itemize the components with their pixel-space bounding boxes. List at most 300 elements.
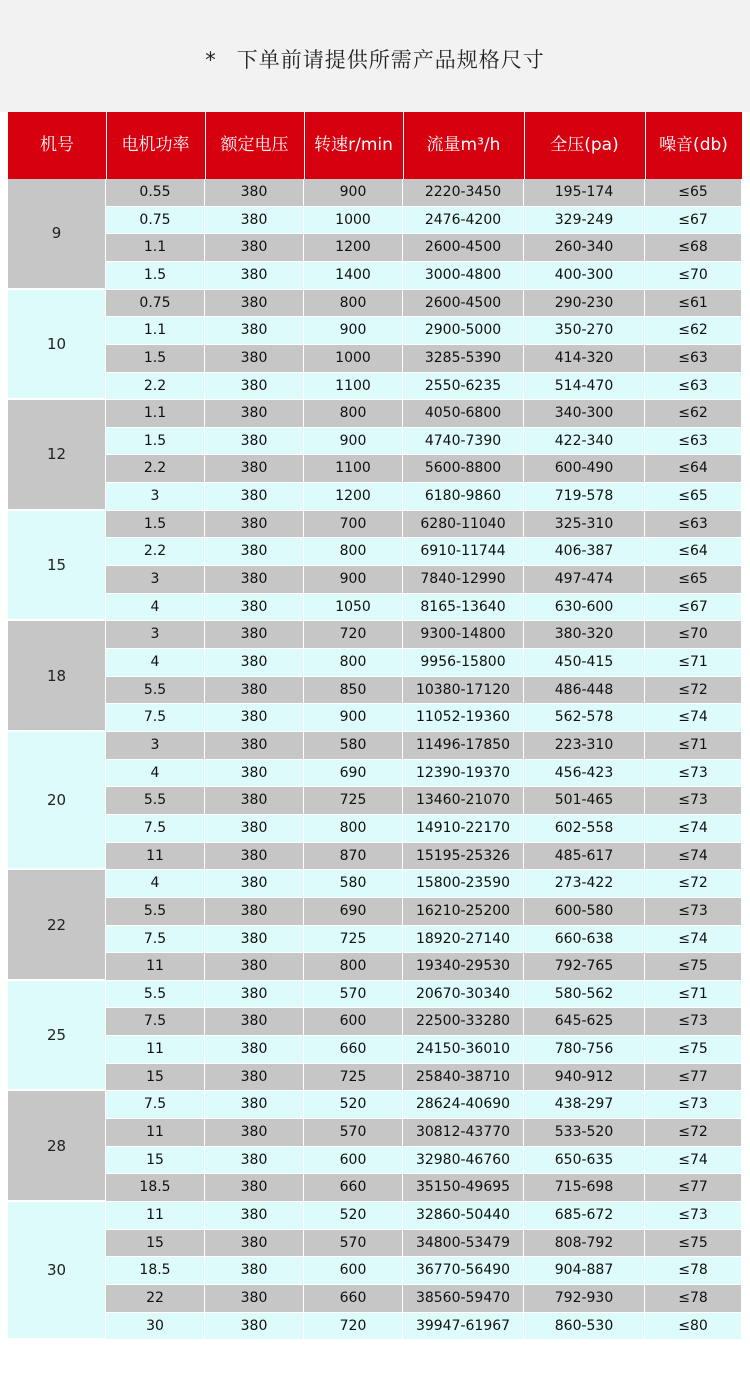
cell-noise: ≤61	[645, 290, 742, 318]
cell-noise: ≤77	[645, 1064, 742, 1092]
cell-noise: ≤74	[645, 704, 742, 732]
cell-rated-voltage: 380	[205, 677, 304, 705]
cell-total-pressure: 685-672	[524, 1202, 645, 1230]
cell-speed: 690	[304, 898, 403, 926]
cell-motor-power: 7.5	[106, 1008, 205, 1036]
table-row	[106, 870, 742, 898]
cell-flow: 28624-40690	[403, 1091, 524, 1119]
cell-total-pressure: 792-930	[524, 1285, 645, 1313]
cell-speed: 580	[304, 870, 403, 898]
cell-flow: 24150-36010	[403, 1036, 524, 1064]
table-header	[8, 112, 742, 179]
table-row	[106, 345, 742, 373]
table-row	[106, 732, 742, 760]
cell-total-pressure: 486-448	[524, 677, 645, 705]
machine-no-cell: 10	[8, 290, 106, 400]
cell-flow: 11052-19360	[403, 704, 524, 732]
table-row	[106, 1257, 742, 1285]
cell-total-pressure: 485-617	[524, 843, 645, 871]
cell-total-pressure: 450-415	[524, 649, 645, 677]
cell-noise: ≤74	[645, 843, 742, 871]
cell-total-pressure: 456-423	[524, 760, 645, 788]
cell-total-pressure: 422-340	[524, 428, 645, 456]
cell-flow: 20670-30340	[403, 981, 524, 1009]
cell-flow: 5600-8800	[403, 455, 524, 483]
table-row	[106, 760, 742, 788]
cell-motor-power: 7.5	[106, 926, 205, 954]
cell-rated-voltage: 380	[205, 787, 304, 815]
cell-noise: ≤70	[645, 621, 742, 649]
cell-speed: 800	[304, 290, 403, 318]
cell-motor-power: 1.5	[106, 428, 205, 456]
machine-no-cell: 30	[8, 1202, 106, 1339]
cell-speed: 1000	[304, 207, 403, 235]
cell-total-pressure: 273-422	[524, 870, 645, 898]
table-row	[106, 317, 742, 345]
table-row	[106, 290, 742, 318]
cell-total-pressure: 602-558	[524, 815, 645, 843]
cell-speed: 900	[304, 566, 403, 594]
cell-motor-power: 15	[106, 1147, 205, 1175]
cell-speed: 570	[304, 1230, 403, 1258]
cell-total-pressure: 400-300	[524, 262, 645, 290]
cell-speed: 660	[304, 1036, 403, 1064]
cell-noise: ≤71	[645, 732, 742, 760]
model-group	[8, 981, 742, 1092]
cell-speed: 1000	[304, 345, 403, 373]
cell-rated-voltage: 380	[205, 234, 304, 262]
cell-noise: ≤63	[645, 428, 742, 456]
cell-noise: ≤64	[645, 455, 742, 483]
cell-flow: 32980-46760	[403, 1147, 524, 1175]
cell-speed: 690	[304, 760, 403, 788]
model-group	[8, 1202, 742, 1340]
cell-speed: 725	[304, 787, 403, 815]
cell-noise: ≤67	[645, 594, 742, 622]
cell-noise: ≤70	[645, 262, 742, 290]
table-row	[106, 649, 742, 677]
cell-speed: 700	[304, 511, 403, 539]
cell-motor-power: 18.5	[106, 1257, 205, 1285]
cell-rated-voltage: 380	[205, 455, 304, 483]
cell-rated-voltage: 380	[205, 428, 304, 456]
cell-motor-power: 3	[106, 483, 205, 511]
cell-speed: 800	[304, 815, 403, 843]
cell-rated-voltage: 380	[205, 1036, 304, 1064]
cell-flow: 34800-53479	[403, 1230, 524, 1258]
cell-flow: 8165-13640	[403, 594, 524, 622]
cell-noise: ≤73	[645, 1008, 742, 1036]
cell-total-pressure: 600-580	[524, 898, 645, 926]
cell-total-pressure: 940-912	[524, 1064, 645, 1092]
cell-flow: 9300-14800	[403, 621, 524, 649]
cell-total-pressure: 645-625	[524, 1008, 645, 1036]
machine-no-cell: 18	[8, 621, 106, 731]
cell-noise: ≤73	[645, 898, 742, 926]
cell-rated-voltage: 380	[205, 262, 304, 290]
machine-no-cell: 25	[8, 981, 106, 1091]
cell-speed: 900	[304, 179, 403, 207]
cell-rated-voltage: 380	[205, 760, 304, 788]
cell-speed: 800	[304, 649, 403, 677]
cell-total-pressure: 414-320	[524, 345, 645, 373]
cell-noise: ≤68	[645, 234, 742, 262]
cell-flow: 25840-38710	[403, 1064, 524, 1092]
cell-flow: 38560-59470	[403, 1285, 524, 1313]
cell-flow: 19340-29530	[403, 953, 524, 981]
cell-flow: 4740-7390	[403, 428, 524, 456]
cell-motor-power: 7.5	[106, 1091, 205, 1119]
cell-motor-power: 22	[106, 1285, 205, 1313]
cell-motor-power: 5.5	[106, 898, 205, 926]
cell-noise: ≤65	[645, 566, 742, 594]
machine-no-cell: 15	[8, 511, 106, 621]
cell-rated-voltage: 380	[205, 1230, 304, 1258]
cell-rated-voltage: 380	[205, 345, 304, 373]
cell-total-pressure: 860-530	[524, 1313, 645, 1341]
cell-motor-power: 2.2	[106, 538, 205, 566]
header-motor-power: 电机功率	[106, 112, 206, 179]
cell-rated-voltage: 380	[205, 511, 304, 539]
table-row	[106, 566, 742, 594]
cell-motor-power: 11	[106, 1036, 205, 1064]
table-row	[106, 400, 742, 428]
cell-total-pressure: 406-387	[524, 538, 645, 566]
cell-flow: 14910-22170	[403, 815, 524, 843]
cell-flow: 2600-4500	[403, 234, 524, 262]
machine-no-cell: 12	[8, 400, 106, 510]
cell-noise: ≤73	[645, 1202, 742, 1230]
cell-motor-power: 5.5	[106, 787, 205, 815]
cell-flow: 15195-25326	[403, 843, 524, 871]
cell-rated-voltage: 380	[205, 815, 304, 843]
cell-motor-power: 11	[106, 1119, 205, 1147]
cell-flow: 10380-17120	[403, 677, 524, 705]
cell-noise: ≤72	[645, 1119, 742, 1147]
cell-speed: 1100	[304, 455, 403, 483]
cell-motor-power: 1.1	[106, 317, 205, 345]
cell-noise: ≤75	[645, 953, 742, 981]
cell-total-pressure: 438-297	[524, 1091, 645, 1119]
cell-speed: 600	[304, 1257, 403, 1285]
cell-flow: 13460-21070	[403, 787, 524, 815]
cell-rated-voltage: 380	[205, 870, 304, 898]
cell-total-pressure: 562-578	[524, 704, 645, 732]
cell-motor-power: 11	[106, 953, 205, 981]
table-row	[106, 787, 742, 815]
cell-noise: ≤73	[645, 760, 742, 788]
cell-motor-power: 3	[106, 621, 205, 649]
cell-motor-power: 4	[106, 594, 205, 622]
cell-noise: ≤62	[645, 317, 742, 345]
cell-flow: 15800-23590	[403, 870, 524, 898]
cell-motor-power: 1.5	[106, 262, 205, 290]
table-row	[106, 1313, 742, 1341]
cell-noise: ≤71	[645, 981, 742, 1009]
cell-motor-power: 1.1	[106, 400, 205, 428]
cell-flow: 2476-4200	[403, 207, 524, 235]
table-row	[106, 1064, 742, 1092]
model-group	[8, 732, 742, 870]
table-row	[106, 207, 742, 235]
table-row	[106, 704, 742, 732]
cell-rated-voltage: 380	[205, 649, 304, 677]
cell-speed: 660	[304, 1174, 403, 1202]
table-row	[106, 511, 742, 539]
cell-rated-voltage: 380	[205, 1285, 304, 1313]
cell-rated-voltage: 380	[205, 1257, 304, 1285]
cell-motor-power: 7.5	[106, 815, 205, 843]
header-rated-voltage: 额定电压	[205, 112, 305, 179]
cell-speed: 520	[304, 1091, 403, 1119]
table-row	[106, 594, 742, 622]
model-group	[8, 511, 742, 622]
header-total-pressure: 全压(pa)	[524, 112, 646, 179]
page-title	[0, 40, 750, 80]
cell-speed: 570	[304, 981, 403, 1009]
table-row	[106, 1119, 742, 1147]
cell-total-pressure: 600-490	[524, 455, 645, 483]
cell-rated-voltage: 380	[205, 1119, 304, 1147]
cell-total-pressure: 533-520	[524, 1119, 645, 1147]
cell-total-pressure: 340-300	[524, 400, 645, 428]
cell-speed: 520	[304, 1202, 403, 1230]
cell-rated-voltage: 380	[205, 898, 304, 926]
cell-flow: 12390-19370	[403, 760, 524, 788]
cell-total-pressure: 325-310	[524, 511, 645, 539]
cell-total-pressure: 660-638	[524, 926, 645, 954]
model-group	[8, 621, 742, 732]
cell-total-pressure: 260-340	[524, 234, 645, 262]
cell-noise: ≤74	[645, 1147, 742, 1175]
machine-no-cell: 22	[8, 870, 106, 980]
cell-total-pressure: 719-578	[524, 483, 645, 511]
spec-table	[8, 112, 742, 1334]
cell-total-pressure: 580-562	[524, 981, 645, 1009]
cell-noise: ≤63	[645, 345, 742, 373]
cell-total-pressure: 715-698	[524, 1174, 645, 1202]
cell-rated-voltage: 380	[205, 926, 304, 954]
table-row	[106, 898, 742, 926]
table-row	[106, 1285, 742, 1313]
cell-speed: 660	[304, 1285, 403, 1313]
cell-total-pressure: 195-174	[524, 179, 645, 207]
cell-speed: 850	[304, 677, 403, 705]
table-row	[106, 926, 742, 954]
cell-rated-voltage: 380	[205, 1174, 304, 1202]
cell-speed: 600	[304, 1147, 403, 1175]
cell-rated-voltage: 380	[205, 538, 304, 566]
table-row	[106, 1174, 742, 1202]
cell-flow: 3000-4800	[403, 262, 524, 290]
cell-speed: 570	[304, 1119, 403, 1147]
table-row	[106, 234, 742, 262]
cell-speed: 1200	[304, 483, 403, 511]
cell-motor-power: 4	[106, 870, 205, 898]
cell-motor-power: 5.5	[106, 677, 205, 705]
table-row	[106, 1091, 742, 1119]
cell-rated-voltage: 380	[205, 290, 304, 318]
cell-total-pressure: 514-470	[524, 373, 645, 401]
cell-noise: ≤72	[645, 677, 742, 705]
cell-flow: 11496-17850	[403, 732, 524, 760]
cell-rated-voltage: 380	[205, 1147, 304, 1175]
cell-speed: 720	[304, 621, 403, 649]
table-row	[106, 483, 742, 511]
cell-speed: 800	[304, 953, 403, 981]
table-row	[106, 981, 742, 1009]
cell-flow: 9956-15800	[403, 649, 524, 677]
cell-total-pressure: 650-635	[524, 1147, 645, 1175]
cell-noise: ≤73	[645, 787, 742, 815]
cell-total-pressure: 290-230	[524, 290, 645, 318]
cell-speed: 1050	[304, 594, 403, 622]
cell-speed: 600	[304, 1008, 403, 1036]
cell-noise: ≤65	[645, 179, 742, 207]
cell-motor-power: 15	[106, 1064, 205, 1092]
cell-motor-power: 11	[106, 843, 205, 871]
table-row	[106, 428, 742, 456]
header-speed: 转速r/min	[304, 112, 404, 179]
table-row	[106, 621, 742, 649]
cell-rated-voltage: 380	[205, 400, 304, 428]
cell-noise: ≤72	[645, 870, 742, 898]
cell-motor-power: 1.1	[106, 234, 205, 262]
table-row	[106, 455, 742, 483]
cell-speed: 1200	[304, 234, 403, 262]
cell-rated-voltage: 380	[205, 483, 304, 511]
cell-total-pressure: 808-792	[524, 1230, 645, 1258]
cell-flow: 6910-11744	[403, 538, 524, 566]
table-row	[106, 179, 742, 207]
cell-total-pressure: 501-465	[524, 787, 645, 815]
cell-total-pressure: 792-765	[524, 953, 645, 981]
table-row	[106, 815, 742, 843]
cell-noise: ≤75	[645, 1036, 742, 1064]
cell-rated-voltage: 380	[205, 566, 304, 594]
cell-speed: 900	[304, 428, 403, 456]
cell-flow: 30812-43770	[403, 1119, 524, 1147]
model-group	[8, 400, 742, 511]
cell-rated-voltage: 380	[205, 704, 304, 732]
cell-motor-power: 5.5	[106, 981, 205, 1009]
model-group	[8, 179, 742, 290]
cell-speed: 1400	[304, 262, 403, 290]
cell-motor-power: 0.75	[106, 290, 205, 318]
cell-motor-power: 15	[106, 1230, 205, 1258]
cell-motor-power: 30	[106, 1313, 205, 1341]
cell-speed: 800	[304, 400, 403, 428]
cell-speed: 580	[304, 732, 403, 760]
cell-noise: ≤73	[645, 1091, 742, 1119]
cell-motor-power: 18.5	[106, 1174, 205, 1202]
cell-rated-voltage: 380	[205, 207, 304, 235]
cell-flow: 2220-3450	[403, 179, 524, 207]
cell-motor-power: 4	[106, 760, 205, 788]
model-group	[8, 870, 742, 981]
cell-noise: ≤77	[645, 1174, 742, 1202]
cell-flow: 2600-4500	[403, 290, 524, 318]
cell-total-pressure: 904-887	[524, 1257, 645, 1285]
cell-noise: ≤74	[645, 926, 742, 954]
cell-noise: ≤75	[645, 1230, 742, 1258]
cell-total-pressure: 497-474	[524, 566, 645, 594]
cell-motor-power: 1.5	[106, 345, 205, 373]
cell-rated-voltage: 380	[205, 1313, 304, 1341]
cell-total-pressure: 780-756	[524, 1036, 645, 1064]
table-row	[106, 843, 742, 871]
cell-noise: ≤63	[645, 511, 742, 539]
cell-motor-power: 2.2	[106, 373, 205, 401]
cell-rated-voltage: 380	[205, 981, 304, 1009]
table-row	[106, 1036, 742, 1064]
table-row	[106, 677, 742, 705]
cell-speed: 1100	[304, 373, 403, 401]
cell-flow: 2900-5000	[403, 317, 524, 345]
cell-flow: 6180-9860	[403, 483, 524, 511]
table-row	[106, 262, 742, 290]
cell-flow: 35150-49695	[403, 1174, 524, 1202]
cell-rated-voltage: 380	[205, 594, 304, 622]
cell-rated-voltage: 380	[205, 621, 304, 649]
cell-motor-power: 0.55	[106, 179, 205, 207]
cell-speed: 720	[304, 1313, 403, 1341]
cell-noise: ≤67	[645, 207, 742, 235]
table-row	[106, 373, 742, 401]
cell-noise: ≤78	[645, 1257, 742, 1285]
cell-flow: 7840-12990	[403, 566, 524, 594]
cell-noise: ≤80	[645, 1313, 742, 1341]
cell-flow: 3285-5390	[403, 345, 524, 373]
cell-noise: ≤71	[645, 649, 742, 677]
header-noise: 噪音(db)	[659, 135, 728, 155]
cell-total-pressure: 223-310	[524, 732, 645, 760]
cell-noise: ≤65	[645, 483, 742, 511]
table-row	[106, 538, 742, 566]
cell-rated-voltage: 380	[205, 317, 304, 345]
cell-rated-voltage: 380	[205, 843, 304, 871]
cell-speed: 900	[304, 704, 403, 732]
cell-noise: ≤62	[645, 400, 742, 428]
cell-flow: 32860-50440	[403, 1202, 524, 1230]
cell-noise: ≤78	[645, 1285, 742, 1313]
machine-no-cell: 28	[8, 1091, 106, 1201]
cell-flow: 16210-25200	[403, 898, 524, 926]
cell-flow: 39947-61967	[403, 1313, 524, 1341]
cell-flow: 2550-6235	[403, 373, 524, 401]
cell-motor-power: 2.2	[106, 455, 205, 483]
cell-rated-voltage: 380	[205, 1202, 304, 1230]
cell-speed: 800	[304, 538, 403, 566]
cell-speed: 870	[304, 843, 403, 871]
cell-speed: 725	[304, 1064, 403, 1092]
cell-rated-voltage: 380	[205, 953, 304, 981]
cell-flow: 22500-33280	[403, 1008, 524, 1036]
machine-no-cell: 9	[8, 179, 106, 289]
cell-total-pressure: 350-270	[524, 317, 645, 345]
cell-motor-power: 1.5	[106, 511, 205, 539]
asterisk-mark: *	[205, 48, 217, 72]
cell-flow: 6280-11040	[403, 511, 524, 539]
cell-rated-voltage: 380	[205, 1091, 304, 1119]
cell-total-pressure: 380-320	[524, 621, 645, 649]
cell-motor-power: 7.5	[106, 704, 205, 732]
cell-rated-voltage: 380	[205, 373, 304, 401]
cell-rated-voltage: 380	[205, 1064, 304, 1092]
cell-rated-voltage: 380	[205, 1008, 304, 1036]
model-group	[8, 1091, 742, 1202]
cell-flow: 36770-56490	[403, 1257, 524, 1285]
